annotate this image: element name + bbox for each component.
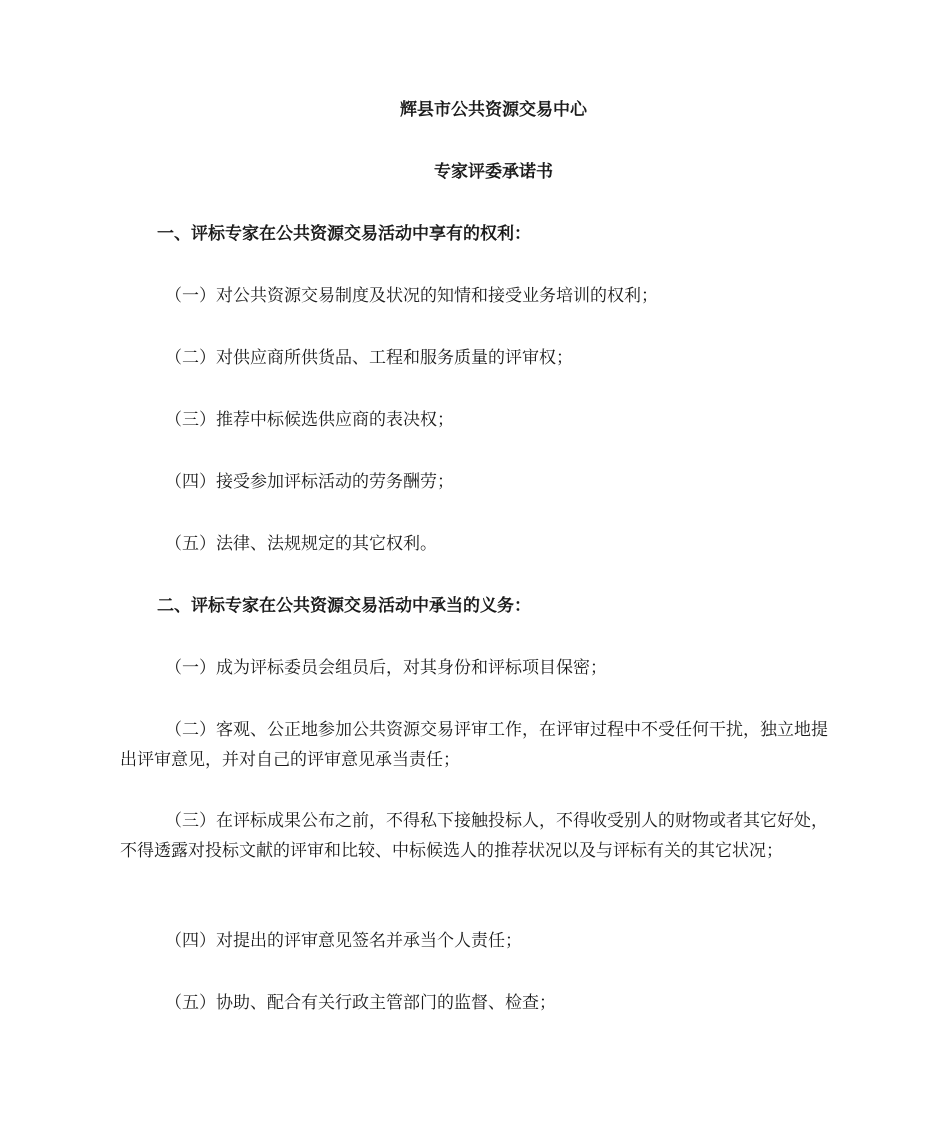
section-1-item-5: （五）法律、法规规定的其它权利。 xyxy=(165,534,437,554)
section-2-item-3: （三）在评标成果公布之前，不得私下接触投标人，不得收受别人的财物或者其它好处，不得透露对投标文献的评审和比较、中标候选人的推荐状况以及与评标有关的其它状况； xyxy=(120,811,828,861)
section-1-item-1: （一）对公共资源交易制度及状况的知情和接受业务培训的权利； xyxy=(165,286,658,306)
section-2-heading: 二、评标专家在公共资源交易活动中承当的义务： xyxy=(157,596,531,616)
section-2-item-2: （二）客观、公正地参加公共资源交易评审工作，在评审过程中不受任何干扰，独立地提出评审意见，并对自己的评审意见承当责任； xyxy=(120,720,828,770)
section-2-item-5: （五）协助、配合有关行政主管部门的监督、检查； xyxy=(165,993,556,1013)
section-1-item-4: （四）接受参加评标活动的劳务酬劳； xyxy=(165,472,454,492)
document-title: 专家评委承诺书 xyxy=(434,162,553,182)
section-1-heading: 一、评标专家在公共资源交易活动中享有的权利： xyxy=(157,224,531,244)
section-2-item-4: （四）对提出的评审意见签名并承当个人责任； xyxy=(165,931,522,951)
section-1-item-3: （三）推荐中标候选供应商的表决权； xyxy=(165,410,454,430)
section-2-item-1: （一）成为评标委员会组员后，对其身份和评标项目保密； xyxy=(165,658,607,678)
organization-title: 辉县市公共资源交易中心 xyxy=(400,100,587,120)
section-1-item-2: （二）对供应商所供货品、工程和服务质量的评审权； xyxy=(165,348,573,368)
